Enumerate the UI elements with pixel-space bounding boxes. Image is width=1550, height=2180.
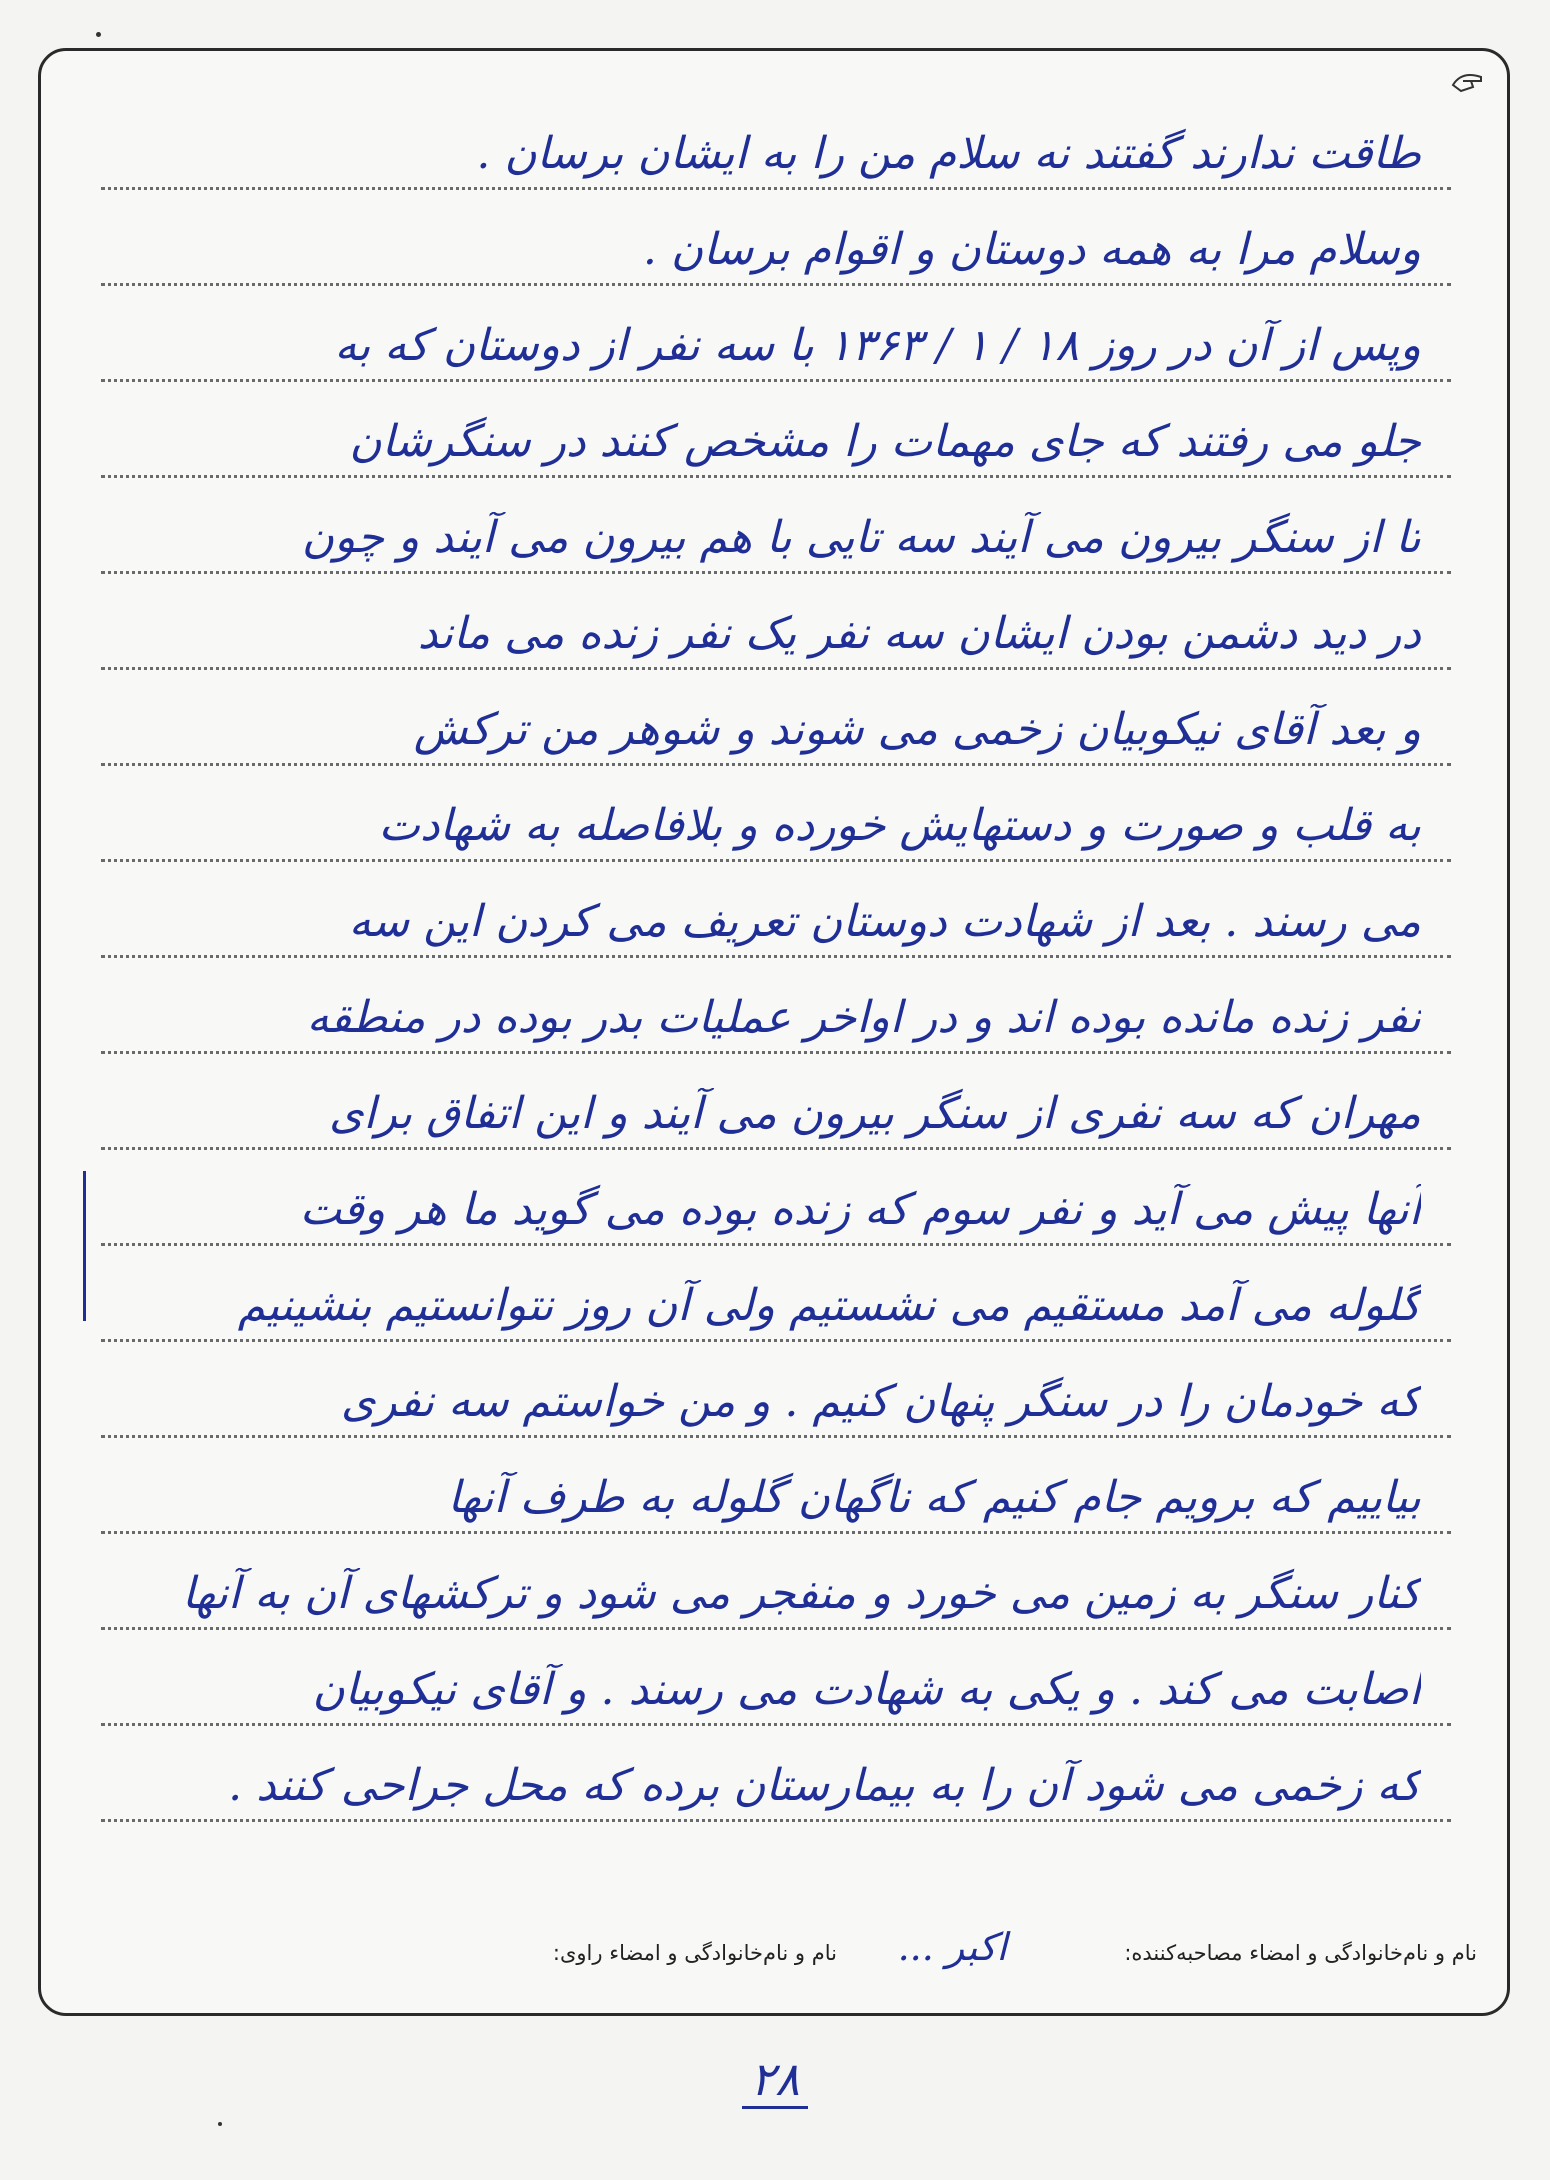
- line-text: طاقت ندارند گفتند نه سلام من را به ایشان برسان .: [476, 128, 1421, 180]
- line-text: در دید دشمن بودن ایشان سه نفر یک نفر زنده می ماند: [417, 608, 1421, 660]
- line-text: بیاییم که برویم جام کنیم که ناگهان گلوله به طرف آنها: [447, 1472, 1421, 1524]
- line-text: وپس از آن در روز ۱۸ / ۱ / ۱۳۶۳ با سه نفر از دوستان که به: [334, 320, 1421, 372]
- line-text: و بعد آقای نیکوبیان زخمی می شوند و شوهر من ترکش: [413, 704, 1421, 756]
- line-text: آنها پیش می آید و نفر سوم که زنده بوده می گوید ما هر وقت: [299, 1184, 1421, 1236]
- margin-bracket-mark: [83, 1171, 86, 1321]
- text-line: [101, 1723, 1451, 1822]
- line-text: می رسند . بعد از شهادت دوستان تعریف می کردن این سه: [348, 896, 1421, 948]
- line-text: وسلام مرا به همه دوستان و اقوام برسان .: [642, 224, 1421, 276]
- text-line: [101, 1531, 1451, 1630]
- text-line: [101, 187, 1451, 286]
- line-text: به قلب و صورت و دستهایش خورده و بلافاصله به شهادت: [378, 800, 1421, 852]
- page-number-text: ۲۸: [742, 2052, 807, 2109]
- hand-pointer-icon: [1451, 67, 1485, 97]
- interviewer-signature: اکبر ...: [897, 1925, 1007, 1969]
- text-line: [101, 1243, 1451, 1342]
- page-number: [0, 2052, 1550, 2106]
- line-text: تا از سنگر بیرون می آیند سه تایی با هم بیرون می آیند و چون: [301, 512, 1421, 564]
- text-line: [101, 91, 1451, 190]
- text-line: [101, 955, 1451, 1054]
- text-line: [101, 1627, 1451, 1726]
- line-text: که خودمان را در سنگر پنهان کنیم . و من خواستم سه نفری: [340, 1376, 1421, 1428]
- paper-speck: [96, 32, 101, 37]
- paper-speck: [218, 2122, 222, 2126]
- signature-footer: [71, 1911, 1477, 1991]
- text-line: [101, 1051, 1451, 1150]
- line-text: کنار سنگر به زمین می خورد و منفجر می شود و ترکشهای آن به آنها: [182, 1568, 1421, 1620]
- text-line: [101, 1435, 1451, 1534]
- text-line: [101, 1339, 1451, 1438]
- line-text: جلو می رفتند که جای مهمات را مشخص کنند در سنگرشان: [349, 416, 1421, 468]
- line-text: مهران که سه نفری از سنگر بیرون می آیند و این اتفاق برای: [328, 1088, 1421, 1140]
- line-text: نفر زنده مانده بوده اند و در اواخر عملیات بدر بوده در منطقه: [306, 992, 1421, 1044]
- text-line: [101, 475, 1451, 574]
- text-line: [101, 859, 1451, 958]
- text-line: [101, 379, 1451, 478]
- text-line: [101, 283, 1451, 382]
- text-line: [101, 571, 1451, 670]
- text-line: [101, 763, 1451, 862]
- line-text: که زخمی می شود آن را به بیمارستان برده که محل جراحی کنند .: [228, 1760, 1421, 1812]
- text-line: [101, 1147, 1451, 1246]
- line-text: اصابت می کند . و یکی به شهادت می رسند . و آقای نیکوبیان: [312, 1664, 1421, 1716]
- line-text: گلوله می آمد مستقیم می نشستیم ولی آن روز نتوانستیم بنشینیم: [237, 1280, 1421, 1332]
- interview-sheet: [38, 48, 1510, 2016]
- interviewer-label: نام و نام‌خانوادگی و امضاء مصاحبه‌کننده:: [1124, 1941, 1477, 1965]
- text-line: [101, 667, 1451, 766]
- narrator-label: نام و نام‌خانوادگی و امضاء راوی:: [552, 1941, 837, 1965]
